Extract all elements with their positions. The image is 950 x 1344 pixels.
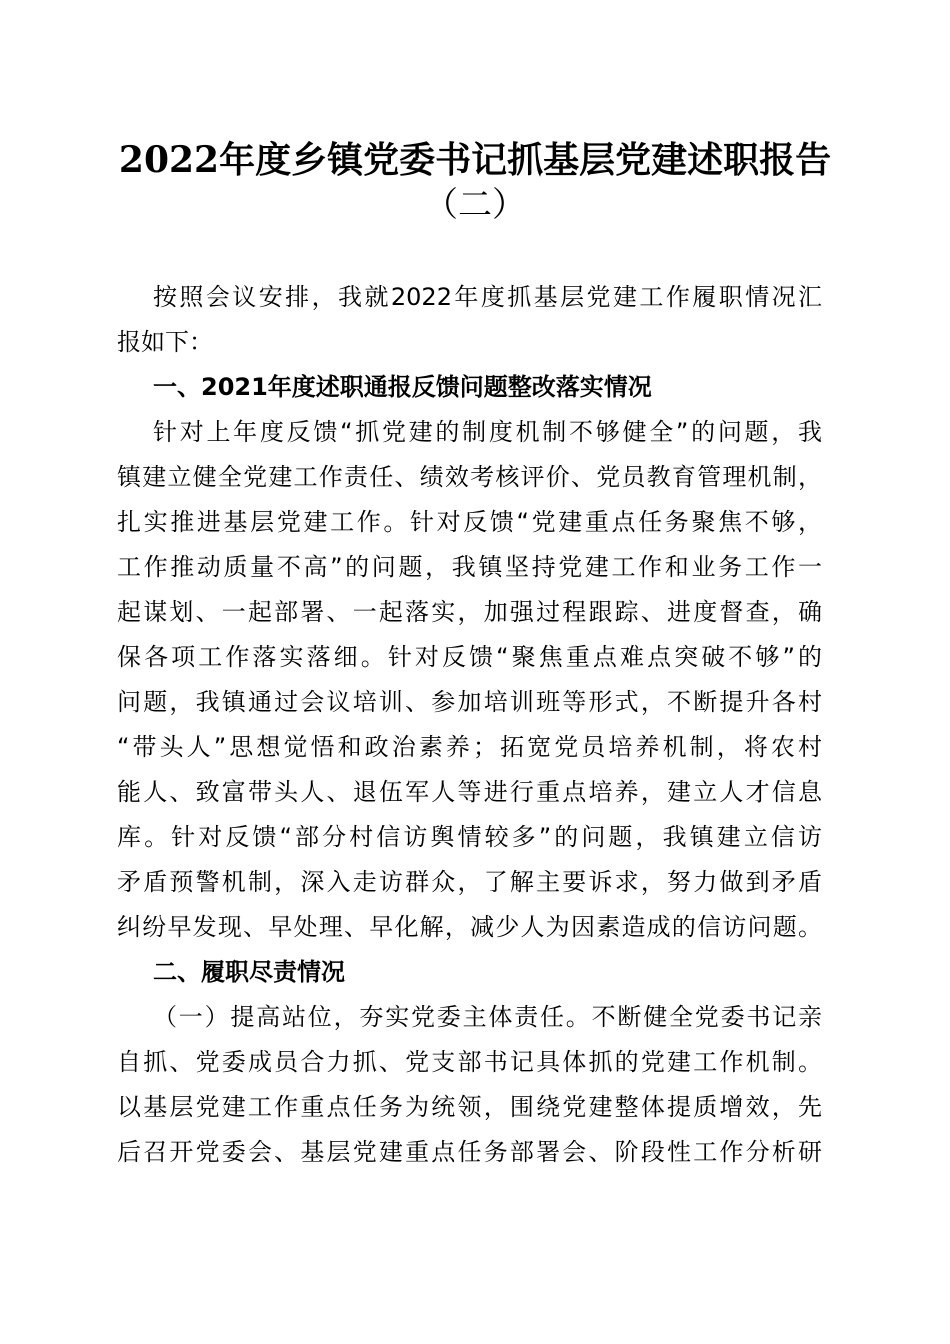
paragraph-line: 矛盾预警机制，深入走访群众，了解主要诉求，努力做到矛盾: [117, 868, 822, 896]
paragraph-line: 保各项工作落实落细。针对反馈“聚焦重点难点突破不够”的: [117, 643, 822, 671]
paragraph-line: 自抓、党委成员合力抓、党支部书记具体抓的党建工作机制。: [117, 1048, 822, 1076]
paragraph-line: 针对上年度反馈“抓党建的制度机制不够健全”的问题，我: [153, 418, 822, 446]
paragraph-line: 后召开党委会、基层党建重点任务部署会、阶段性工作分析研: [117, 1138, 822, 1166]
paragraph-line: 工作推动质量不高”的问题，我镇坚持党建工作和业务工作一: [117, 553, 822, 581]
paragraph-line: 库。针对反馈“部分村信访舆情较多”的问题，我镇建立信访: [117, 823, 822, 851]
paragraph-line: 镇建立健全党建工作责任、绩效考核评价、党员教育管理机制，: [117, 463, 822, 491]
document-body: [117, 275, 822, 1175]
paragraph-line: 报如下：: [117, 328, 213, 356]
document-subtitle: （二）: [424, 185, 526, 225]
paragraph-line: 能人、致富带头人、退伍军人等进行重点培养，建立人才信息: [117, 778, 822, 806]
paragraph-line: 按照会议安排，我就2022年度抓基层党建工作履职情况汇: [153, 283, 822, 311]
paragraph-line: 问题，我镇通过会议培训、参加培训班等形式，不断提升各村: [117, 688, 822, 716]
paragraph-line: 扎实推进基层党建工作。针对反馈“党建重点任务聚焦不够，: [117, 508, 822, 536]
section-heading: 二、履职尽责情况: [153, 958, 345, 986]
paragraph-line: 纠纷早发现、早处理、早化解，减少人为因素造成的信访问题。: [117, 913, 822, 941]
paragraph-line: 起谋划、一起部署、一起落实，加强过程跟踪、进度督查，确: [117, 598, 822, 626]
document-title: 2022年度乡镇党委书记抓基层党建述职报告: [118, 139, 832, 181]
paragraph-line: 以基层党建工作重点任务为统领，围绕党建整体提质增效，先: [117, 1093, 822, 1121]
section-heading: 一、2021年度述职通报反馈问题整改落实情况: [153, 373, 652, 401]
paragraph-line: （一）提高站位，夯实党委主体责任。不断健全党委书记亲: [153, 1003, 822, 1031]
paragraph-line: “带头人”思想觉悟和政治素养；拓宽党员培养机制，将农村: [117, 733, 822, 761]
